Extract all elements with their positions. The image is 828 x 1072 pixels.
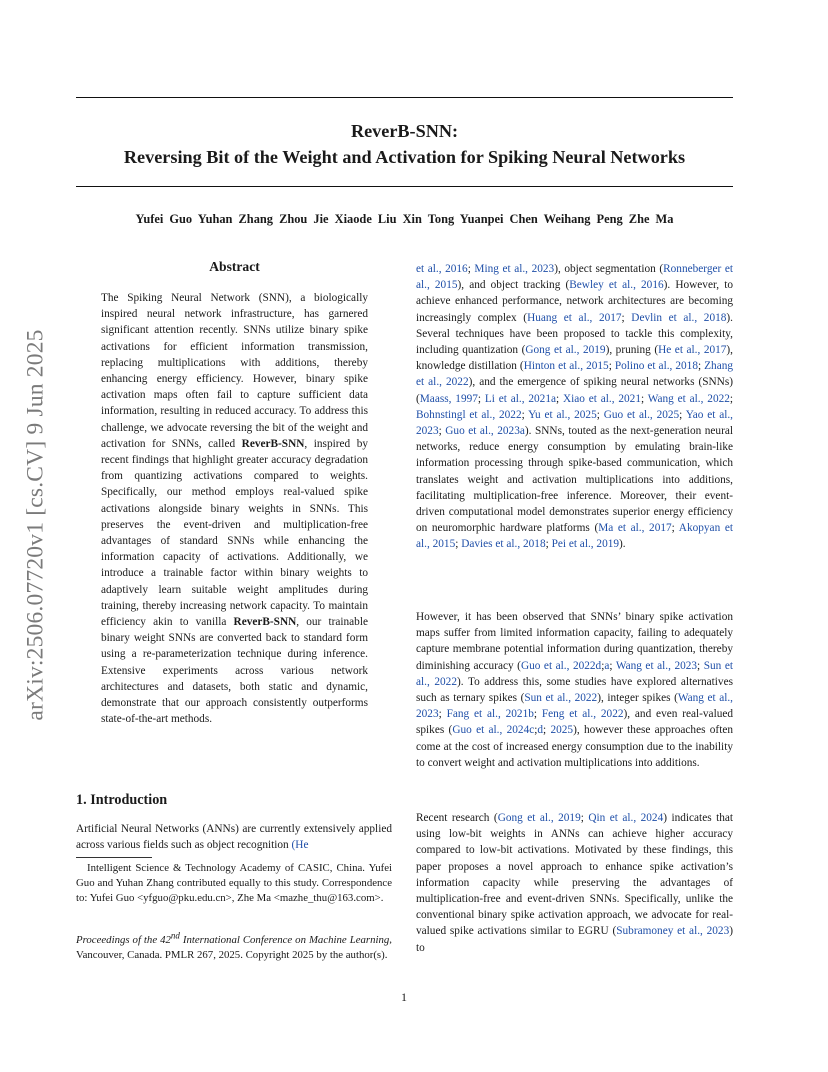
citation-link[interactable]: Guo et al., 2022d — [520, 659, 602, 672]
body-text: ; — [697, 360, 705, 373]
proceedings-note: Proceedings of the 42nd International Conference on Machine Learning, Vancouver, Canada. PMLR 267, 2025. Copyright 2025 by the author(s). — [76, 930, 392, 961]
body-text: ), and even real-valued spikes ( — [416, 708, 734, 737]
body-text: ; — [533, 708, 542, 721]
citation-link[interactable]: Guo et al., 2023a — [445, 425, 525, 438]
citation-link[interactable]: He et al., 2017 — [658, 344, 727, 357]
body-text: ) indicates that using low-bit weights in ANNs can achieve higher accuracy compared to low-bit activations. Motivated by these findings, this paper proposes a novel approach to enhance spike activation’s information capacity while preserving the advantages of multiplication-free and event-driven SNNs. Specifically, unlike the conventional binary spike activation approach, we advocate for real-valued spike activations similar to EGRU ( — [416, 812, 734, 938]
citation-link[interactable]: Davies et al., 2018 — [461, 538, 546, 551]
body-text: Recent research ( — [416, 812, 498, 824]
body-text: ; — [608, 360, 615, 373]
citation-link[interactable]: Ming et al., 2023 — [474, 263, 555, 275]
page-number: 1 — [401, 990, 407, 1004]
citation-link[interactable]: Yao et al., 2023 — [416, 408, 734, 438]
footnote-rule — [76, 857, 152, 858]
body-text: ; — [609, 659, 616, 672]
citation-link[interactable]: Wang et al., 2022 — [647, 392, 730, 405]
citation-link[interactable]: Fang et al., 2021b — [446, 708, 534, 721]
abstract-heading: Abstract — [209, 259, 260, 274]
body-text: ), and object tracking ( — [457, 279, 570, 292]
citation-link[interactable]: et al., 2016 — [416, 263, 468, 275]
citation-link[interactable]: (He — [291, 839, 309, 852]
citation-link[interactable]: a — [604, 659, 610, 672]
citation-link[interactable]: Guo et al., 2025 — [603, 408, 680, 421]
body-text: ; — [555, 392, 563, 405]
citation-link[interactable]: Ma et al., 2017 — [598, 522, 672, 535]
body-text: ; — [596, 408, 604, 421]
citation-link[interactable]: Feng et al., 2022 — [541, 708, 624, 721]
citation-link[interactable]: Sun et al., 2022 — [524, 692, 598, 705]
citation-link[interactable]: Yu et al., 2025 — [528, 408, 597, 421]
paper-title — [76, 118, 733, 170]
body-text: ). Several techniques have been proposed to tackle this complexity, including quantization ( — [416, 311, 733, 357]
citation-link[interactable]: Ronneberger et al., 2015 — [416, 263, 733, 292]
body-text: ; — [729, 392, 734, 405]
body-text: ) to — [416, 925, 733, 954]
body-text: ; — [467, 263, 475, 275]
intro-paragraph-2 — [416, 609, 733, 771]
body-text: ; — [543, 724, 551, 737]
body-text: ). However, to achieve enhanced performance, network architectures are becoming increasingly complex ( — [416, 279, 733, 324]
body-text: ; — [521, 408, 529, 421]
arxiv-stamp — [16, 295, 56, 755]
citation-link[interactable]: Sun et al., 2022 — [416, 659, 733, 688]
body-text: ; — [477, 392, 485, 405]
body-text: However, it has been observed that SNNs’ binary spike activation maps suffer from limited information capacity, failing to adequately capture membrane potential information during quantization, thereby diminishing accuracy ( — [416, 611, 733, 672]
citation-link[interactable]: Pei et al., 2019 — [551, 538, 620, 551]
title-bottom-rule — [76, 186, 733, 187]
intro-paragraph-3 — [416, 810, 733, 956]
body-text: ; — [580, 812, 589, 824]
method-name: ReverB-SNN — [233, 616, 297, 629]
arxiv-stamp-text: arXiv:2506.07720v1 [cs.CV] 9 Jun 2025 — [22, 329, 49, 721]
body-text: ). To address this, some studies have explored alternatives such as ternary spikes ( — [416, 675, 733, 705]
citation-link[interactable]: Subramoney et al., 2023 — [616, 925, 730, 938]
citation-link[interactable]: Huang et al., 2017 — [527, 311, 622, 324]
citation-link[interactable]: Gong et al., 2019 — [525, 344, 606, 357]
citation-link[interactable]: Bewley et al., 2016 — [569, 279, 664, 292]
top-rule — [76, 97, 733, 98]
intro-paragraph-1 — [416, 261, 733, 553]
citation-link[interactable]: Qin et al., 2024 — [588, 812, 664, 824]
citation-link[interactable]: Akopyan et al., 2015 — [416, 522, 733, 551]
citation-link[interactable]: Devlin et al., 2018 — [631, 311, 727, 324]
body-text: ; — [640, 392, 648, 405]
citation-link[interactable]: Xiao et al., 2021 — [562, 392, 641, 405]
abstract-body: The Spiking Neural Network (SNN), a biologically inspired neural network infrastructure, has garnered significant attention recently. SNNs utilize binary spike activations for efficient information transmission, replacing multiplications with additions, thereby enhancing energy efficiency. However, binary spike activation maps often fail to capture sufficient data information, resulting in reduced accuracy. To address this challenge, we advocate reversing the bit of the weight and activation for SNNs, called ReverB-SNN, inspired by recent findings that highlight greater accuracy degradation from quantizing activations compared to weights. Specifically, our method employs real-valued spike activations alongside binary weights in SNNs. This preserves the event-driven and multiplication-free advantages of standard SNNs while enhancing the information capacity of activations. Additionally, we introduce a trainable factor within binary weights to adaptively learn suitable weight amplitudes during training, thereby increasing network capacity. To maintain efficiency akin to vanilla ReverB-SNN, our trainable binary weight SNNs are converted back to standard form using a re-parameterization technique during inference. Extensive experiments across various network architectures and datasets, both static and dynamic, demonstrate that our approach consistently outperforms state-of-the-art methods. — [101, 292, 368, 726]
citation-link[interactable]: Bohnstingl et al., 2022 — [416, 408, 522, 421]
body-text: ; — [438, 425, 446, 438]
body-text: ; — [545, 538, 552, 551]
citation-link[interactable]: Hinton et al., 2015 — [523, 360, 609, 373]
body-text: ; — [671, 522, 679, 535]
citation-link[interactable]: Gong et al., 2019 — [497, 812, 581, 824]
citation-link[interactable]: Guo et al., 2024c — [452, 724, 535, 737]
citation-link[interactable]: Polino et al., 2018 — [614, 360, 698, 373]
body-text: ; — [621, 311, 632, 324]
citation-link[interactable]: Zhang et al., 2022 — [416, 360, 734, 389]
body-text: ), object segmentation ( — [554, 263, 664, 275]
body-text: ; — [534, 724, 538, 737]
method-name: ReverB-SNN — [241, 437, 305, 450]
affiliation-footnote: Intelligent Science & Technology Academy of CASIC, China. Yufei Guo and Yuhan Zhang contributed equally to this study. Correspondence to: Yufei Guo <yfguo@pku.edu.cn>, Zhe Ma <mazhe_thu@163.com>. — [76, 862, 392, 904]
introduction-paragraph: Artificial Neural Networks (ANNs) are currently extensively applied across various fields such as object recognition (He — [76, 823, 392, 852]
title-line-1: ReverB-SNN: — [350, 121, 459, 141]
body-text: ; — [679, 408, 686, 421]
body-text: ), pruning ( — [605, 344, 659, 357]
body-text: ), however these approaches often come at the cost of increased energy consumption due to the inability to convert weight and activation multiplications into additions. — [416, 724, 733, 769]
body-text: ; — [438, 708, 447, 721]
citation-link[interactable]: 2025 — [550, 724, 574, 737]
citation-link[interactable]: d — [537, 724, 544, 737]
body-text: ). — [619, 538, 626, 551]
body-text: ; — [601, 659, 605, 672]
body-text: ), integer spikes ( — [597, 692, 678, 705]
citation-link[interactable]: Maass, 1997 — [419, 392, 478, 405]
body-text: ), knowledge distillation ( — [416, 344, 734, 373]
author-list: Yufei Guo Yuhan Zhang Zhou Jie Xiaode Liu Xin Tong Yuanpei Chen Weihang Peng Zhe Ma — [135, 212, 674, 226]
title-line-2: Reversing Bit of the Weight and Activation for Spiking Neural Networks — [123, 147, 686, 167]
body-text: ; — [697, 659, 704, 672]
body-text: ), and the emergence of spiking neural networks (SNNs) ( — [416, 376, 733, 405]
citation-link[interactable]: Wang et al., 2023 — [615, 659, 698, 672]
body-text: ; — [455, 538, 462, 551]
citation-link[interactable]: Li et al., 2021a — [484, 392, 556, 405]
body-text: ). SNNs, touted as the next-generation neural networks, reduce energy consumption by emulating brain-like information processing through spike-based communication, which translates weight and activation multiplications into additions, facilitating multiplication-free inference. Moreover, their event-driven computational model demonstrates superior energy efficiency on neuromorphic hardware platforms ( — [416, 425, 733, 535]
section-heading-introduction: 1. Introduction — [76, 792, 168, 808]
citation-link[interactable]: Wang et al., 2023 — [416, 692, 734, 721]
